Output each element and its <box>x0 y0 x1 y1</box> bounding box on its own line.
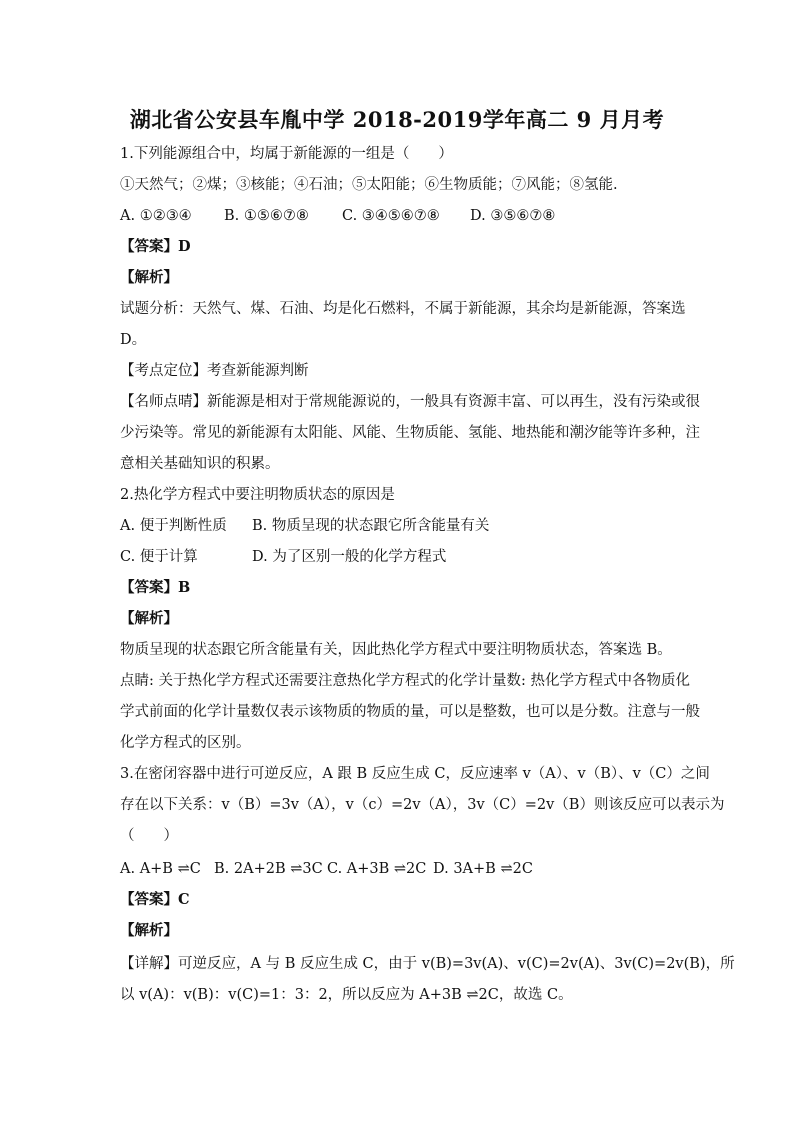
q3-detail-line: 以 v(A)：v(B)：v(C)=1：3：2，所以反应为 A+3B ⇌2C，故选 C。 <box>120 987 573 1003</box>
q3-stem-line: 存在以下关系：v（B）=3v（A），v（c）=2v（A），3v（C）=2v（B）则该反应可以表示为 <box>120 797 725 813</box>
q1-analysis-label: 【解析】 <box>120 269 178 286</box>
q1-options <box>120 207 555 225</box>
q3-option-c: C. A+3B ⇌2C <box>327 861 427 877</box>
q2-note-line: 化学方程式的区别。 <box>120 735 251 751</box>
q2-answer: 【答案】B <box>120 579 191 596</box>
q1-option-d: D. ③⑤⑥⑦⑧ <box>470 208 556 224</box>
q3-answer: 【答案】C <box>120 891 190 908</box>
q1-mingshi-line: 【名师点晴】新能源是相对于常规能源说的，一般具有资源丰富、可以再生，没有污染或很 <box>120 394 700 410</box>
q2-analysis-label: 【解析】 <box>120 610 178 627</box>
q2-options-row-1 <box>120 517 489 535</box>
q3-analysis-label: 【解析】 <box>120 922 178 939</box>
q3-detail-line: 【详解】可逆反应，A 与 B 反应生成 C，由于 v(B)=3v(A)、v(C)=2v(A)、3v(C)=2v(B)，所 <box>120 956 735 972</box>
q2-analysis-line: 物质呈现的状态跟它所含能量有关，因此热化学方程式中要注明物质状态，答案选 B。 <box>120 642 672 658</box>
q2-note-line: 学式前面的化学计量数仅表示该物质的物质的量，可以是整数，也可以是分数。注意与一般 <box>120 704 700 720</box>
q2-note-line: 点睛: 关于热化学方程式还需要注意热化学方程式的化学计量数: 热化学方程式中各物质化 <box>120 673 690 689</box>
q3-stem-line: 3.在密闭容器中进行可逆反应，A 跟 B 反应生成 C，反应速率 v（A）、v（B）、v（C）之间 <box>120 766 710 782</box>
page-title: 湖北省公安县车胤中学 2018-2019学年高二 9 月月考 <box>129 107 665 132</box>
q2-option-a: A. 便于判断性质 <box>120 518 227 534</box>
q2-stem: 2.热化学方程式中要注明物质状态的原因是 <box>120 487 395 503</box>
q1-analysis-line: D。 <box>120 332 147 348</box>
q1-option-b: B. ①⑤⑥⑦⑧ <box>224 208 309 224</box>
q1-answer: 【答案】D <box>120 238 191 255</box>
q3-options <box>120 860 533 878</box>
q1-mingshi-line: 意相关基础知识的积累。 <box>120 456 280 472</box>
q1-option-a: A. ①②③④ <box>120 208 192 224</box>
q3-option-d: D. 3A+B ⇌2C <box>433 861 533 877</box>
q1-analysis-line: 试题分析：天然气、煤、石油、均是化石燃料，不属于新能源，其余均是新能源，答案选 <box>120 301 686 317</box>
q3-option-b: B. 2A+2B ⇌3C <box>214 861 323 877</box>
q1-items: ①天然气；②煤；③核能；④石油；⑤太阳能；⑥生物质能；⑦风能；⑧氢能. <box>120 177 618 193</box>
q1-mingshi-line: 少污染等。常见的新能源有太阳能、风能、生物质能、氢能、地热能和潮汐能等许多种，注 <box>120 425 700 441</box>
q3-option-a: A. A+B ⇌C <box>120 861 201 877</box>
q1-stem: 1.下列能源组合中，均属于新能源的一组是（ ） <box>120 146 453 162</box>
q3-stem-line: （ ） <box>120 828 178 844</box>
q2-option-c: C. 便于计算 <box>120 549 198 565</box>
q1-option-c: C. ③④⑤⑥⑦⑧ <box>342 208 440 224</box>
q2-option-d: D. 为了区别一般的化学方程式 <box>252 549 447 565</box>
q2-option-b: B. 物质呈现的状态跟它所含能量有关 <box>252 518 490 534</box>
q1-kaodian: 【考点定位】考查新能源判断 <box>120 363 309 379</box>
q2-options-row-2 <box>120 548 446 566</box>
